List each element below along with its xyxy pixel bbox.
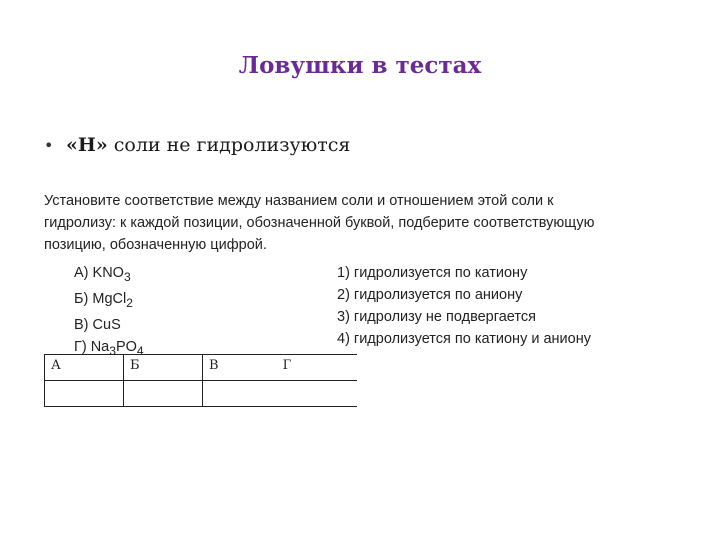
salt-item-a: А) $KNO_3$ — [74, 265, 131, 284]
answer-header-a: А — [45, 355, 124, 381]
slide-title: Ловушки в тестах — [238, 52, 482, 79]
bullet-text: соли не гидролизуются — [107, 134, 351, 156]
hydrolysis-option: 4) гидролизуется по катиону и аниону — [337, 331, 591, 347]
answer-cell[interactable] — [203, 381, 358, 407]
hydrolysis-list — [337, 262, 677, 350]
task-line: гидролизу: к каждой позиции, обозначенной буквой, подберите соответствующую — [44, 215, 595, 231]
salt-list — [74, 262, 314, 362]
answer-header-b: Б — [124, 355, 203, 381]
bullet-bold-text: «Н» — [66, 134, 108, 156]
answer-cell[interactable] — [45, 381, 124, 407]
answer-table-answer-row — [45, 381, 358, 407]
answer-header-v-g: В Г — [203, 355, 358, 381]
answer-cell[interactable] — [124, 381, 203, 407]
task-line: Установите соответствие между названием соли и отношением этой соли к — [44, 193, 554, 209]
answer-table — [44, 354, 357, 407]
hydrolysis-option: 1) гидролизуется по катиону — [337, 265, 528, 281]
salt-item-v: В) CuS — [74, 316, 121, 333]
bullet-point — [44, 134, 684, 156]
salt-item-g: Г) $Na_3PO_4$ — [74, 338, 144, 358]
task-instructions — [44, 190, 684, 256]
hydrolysis-option: 3) гидролизу не подвергается — [337, 309, 536, 325]
hydrolysis-option: 2) гидролизуется по аниону — [337, 287, 523, 303]
task-line: позицию, обозначенную цифрой. — [44, 237, 267, 253]
salt-item-b: Б) MgCl$_2$ — [74, 290, 133, 310]
bullet-icon: • — [44, 136, 54, 155]
answer-table-header-row — [45, 355, 358, 381]
